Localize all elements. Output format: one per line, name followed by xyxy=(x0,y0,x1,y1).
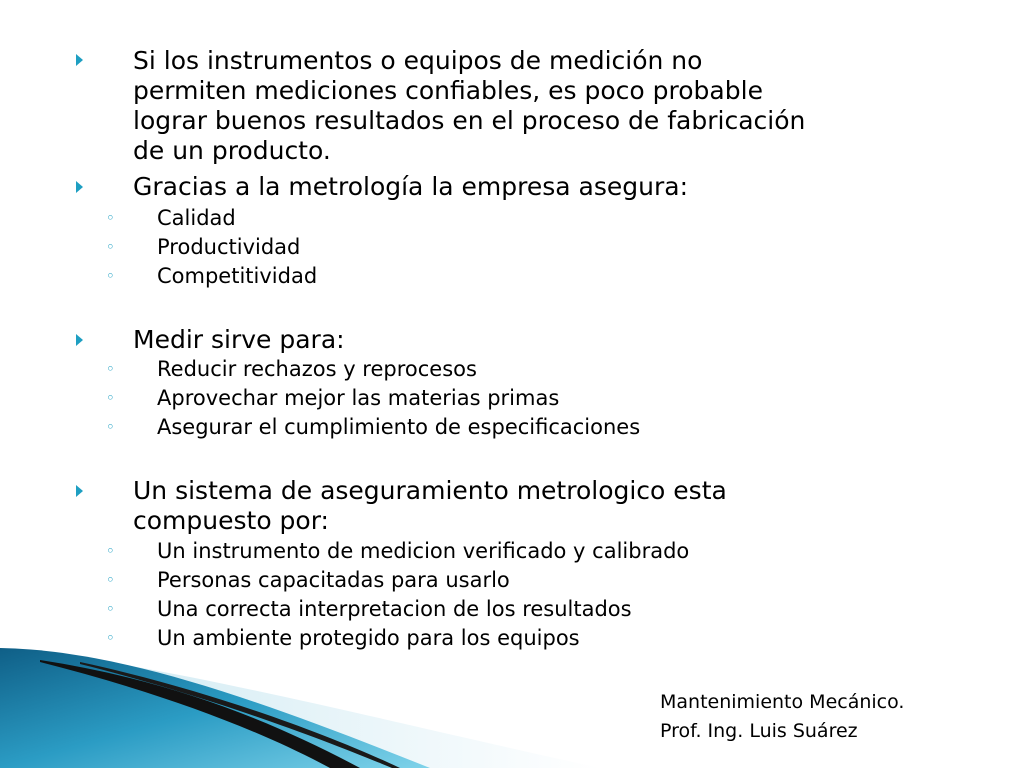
subitem-text: Reducir rechazos y reprocesos xyxy=(157,357,477,381)
circle-bullet-icon: ◦ xyxy=(106,238,115,256)
triangle-bullet-icon xyxy=(76,485,83,497)
circle-bullet-icon: ◦ xyxy=(106,600,115,618)
circle-bullet-icon: ◦ xyxy=(106,571,115,589)
triangle-bullet-icon xyxy=(76,54,83,66)
footer-course: Mantenimiento Mecánico. xyxy=(660,691,905,713)
triangle-bullet-icon xyxy=(76,181,83,193)
circle-bullet-icon: ◦ xyxy=(106,418,115,436)
bullet-text: Medir sirve para: xyxy=(133,325,345,354)
circle-bullet-icon: ◦ xyxy=(106,389,115,407)
bullet-text: Gracias a la metrología la empresa asegura: xyxy=(133,172,688,201)
subitem-text: Un ambiente protegido para los equipos xyxy=(157,626,580,650)
circle-bullet-icon: ◦ xyxy=(106,629,115,647)
circle-bullet-icon: ◦ xyxy=(106,542,115,560)
circle-bullet-icon: ◦ xyxy=(106,209,115,227)
subitem-text: Un instrumento de medicion verificado y calibrado xyxy=(157,539,690,563)
footer-credits xyxy=(660,688,904,746)
triangle-bullet-icon xyxy=(76,334,83,346)
subitem-text: Asegurar el cumplimiento de especificaciones xyxy=(157,415,641,439)
subitem-text: Aprovechar mejor las materias primas xyxy=(157,386,560,410)
bullet-text: Un sistema de aseguramiento metrologico esta compuesto por: xyxy=(133,476,727,535)
circle-bullet-icon: ◦ xyxy=(106,267,115,285)
bullet-text: Si los instrumentos o equipos de medición no permiten mediciones confiables, es poco probable lograr buenos resultados en el proceso de fabricación de un producto. xyxy=(133,46,806,165)
subitem-text: Productividad xyxy=(157,235,301,259)
subitem-text: Personas capacitadas para usarlo xyxy=(157,568,510,592)
subitem-text: Competitividad xyxy=(157,264,318,288)
footer-author: Prof. Ing. Luis Suárez xyxy=(660,720,858,742)
circle-bullet-icon: ◦ xyxy=(106,360,115,378)
subitem-text: Calidad xyxy=(157,206,236,230)
subitem-text: Una correcta interpretacion de los resultados xyxy=(157,597,632,621)
